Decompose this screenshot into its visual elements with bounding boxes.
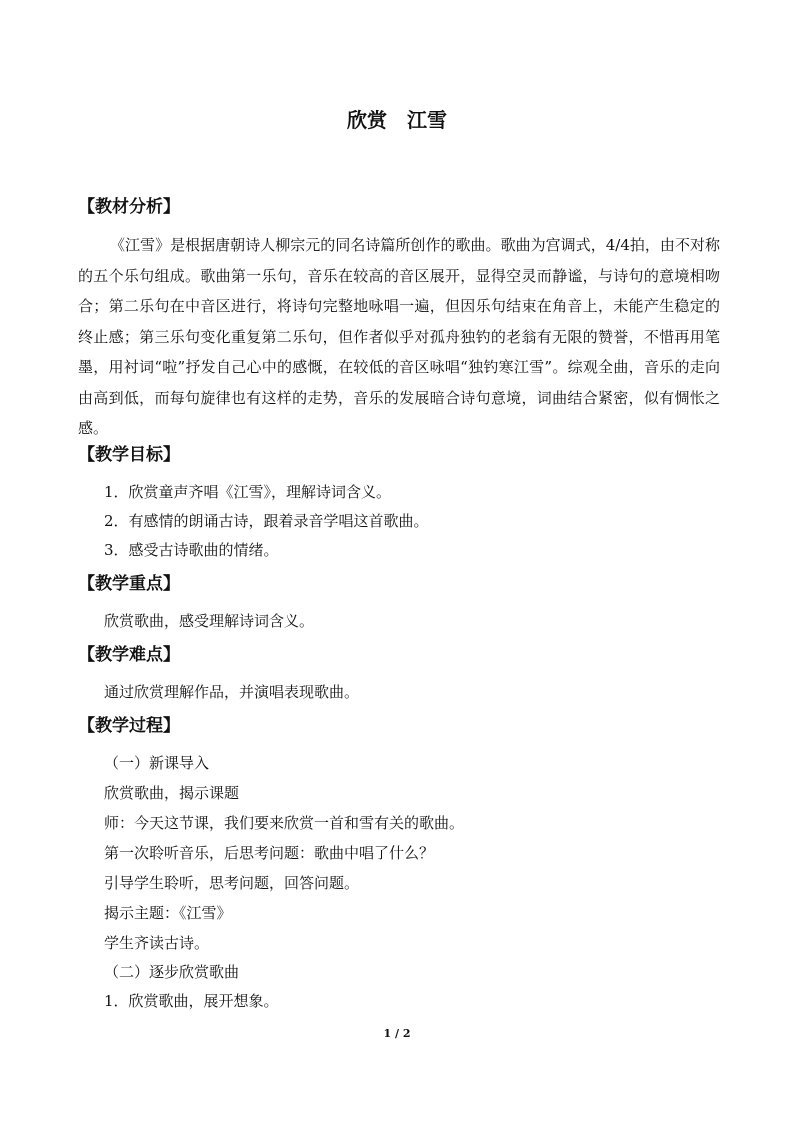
analysis-paragraph: 《江雪》是根据唐朝诗人柳宗元的同名诗篇所创作的歌曲。歌曲为宫调式，4/4拍，由不对称的五个乐句组成。歌曲第一乐句，音乐在较高的音区展开，显得空灵而静谧，与诗句的意境相吻合；第二乐句在中音区进行，将诗句完整地咏唱一遍，但因乐句结束在角音上，未能产生稳定的终止感；第三乐句变化重复第二乐句，但作者似乎对孤舟独钓的老翁有无限的赞誉，不惜再用笔墨，用衬词“啦”抒发自己心中的感慨，在较低的音区咏唱“独钓寒江雪”。综观全曲，音乐的走向由高到低，而每句旋律也有这样的走势，音乐的发展暗合诗句意境，词曲结合紧密，似有惆怅之感。: [78, 236, 720, 437]
process-line: 第一次聆听音乐，后思考问题：歌曲中唱了什么？: [104, 844, 435, 862]
process-line: （一）新课导入: [104, 754, 210, 772]
process-line: （二）逐步欣赏歌曲: [104, 963, 240, 981]
process-line: 师：今天这节课，我们要来欣赏一首和雪有关的歌曲。: [104, 814, 465, 832]
process-line: 欣赏歌曲，揭示课题: [104, 784, 240, 802]
process-line: 1．欣赏歌曲，展开想象。: [104, 992, 279, 1010]
key-points-text: 欣赏歌曲，感受理解诗词含义。: [104, 612, 315, 630]
process-line: 学生齐读古诗。: [104, 934, 210, 952]
difficulties-text: 通过欣赏理解作品，并演唱表现歌曲。: [104, 683, 360, 701]
page-number: 1 / 2: [383, 1027, 411, 1040]
document-title: 欣赏 江雪: [347, 108, 447, 132]
objective-item-1: 1．欣赏童声齐唱《江雪》，理解诗词含义。: [104, 483, 392, 501]
objective-item-3: 3．感受古诗歌曲的情绪。: [104, 541, 279, 559]
heading-analysis: 【教材分析】: [78, 197, 180, 217]
process-line: 引导学生聆听，思考问题，回答问题。: [104, 874, 360, 892]
process-line: 揭示主题：《江雪》: [104, 904, 232, 922]
heading-process: 【教学过程】: [78, 716, 180, 736]
heading-difficulties: 【教学难点】: [78, 645, 180, 665]
objective-item-2: 2．有感情的朗诵古诗，跟着录音学唱这首歌曲。: [104, 512, 429, 530]
heading-objectives: 【教学目标】: [78, 445, 180, 465]
heading-key-points: 【教学重点】: [78, 574, 180, 594]
